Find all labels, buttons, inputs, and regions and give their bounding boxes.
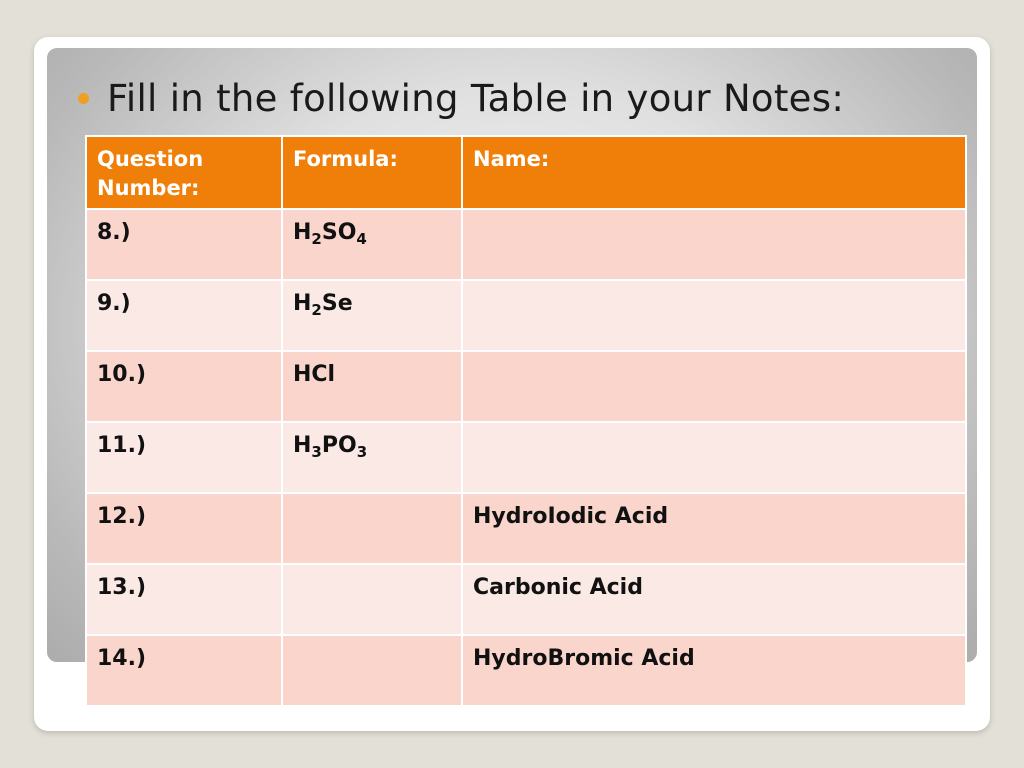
cell-name: HydroBromic Acid [462,635,966,706]
formula-subscript: 2 [311,230,322,248]
cell-formula [282,564,462,635]
header-question-line1: Question [97,147,204,171]
formula-text: SO [321,220,357,245]
cell-name [462,422,966,493]
cell-question-number: 13.) [86,564,282,635]
formula-text: HCl [293,362,336,387]
formula-text: Se [321,291,353,316]
cell-formula [282,422,462,493]
header-formula: Formula: [282,136,462,209]
bullet-icon [78,93,89,104]
title-row [78,70,958,126]
cell-name: HydroIodic Acid [462,493,966,564]
cell-question-number: 14.) [86,635,282,706]
table-header-row [86,136,966,209]
header-name: Name: [462,136,966,209]
formula-subscript: 3 [311,443,322,461]
cell-formula [282,493,462,564]
header-question-number [86,136,282,209]
formula-text: H [293,220,312,245]
formula-text: H [293,291,312,316]
cell-question-number: 12.) [86,493,282,564]
cell-question-number: 11.) [86,422,282,493]
cell-question-number: 10.) [86,351,282,422]
cell-name [462,351,966,422]
formula-text: H [293,433,312,458]
table-row [86,422,966,493]
cell-formula [282,209,462,280]
cell-name [462,209,966,280]
table-row [86,351,966,422]
table-row [86,564,966,635]
slide-title: Fill in the following Table in your Notes: [107,76,845,120]
cell-name [462,280,966,351]
formula-text: PO [321,433,357,458]
table-row [86,635,966,706]
notes-table [85,135,967,707]
formula-subscript: 3 [356,443,368,461]
formula-subscript: 2 [311,301,322,319]
cell-formula [282,280,462,351]
table-row [86,280,966,351]
formula-subscript: 4 [356,230,367,248]
table-row [86,209,966,280]
cell-question-number: 9.) [86,280,282,351]
cell-formula [282,351,462,422]
cell-name: Carbonic Acid [462,564,966,635]
table-body [86,209,966,706]
table-row [86,493,966,564]
cell-question-number: 8.) [86,209,282,280]
cell-formula [282,635,462,706]
header-question-line2: Number: [97,176,200,200]
